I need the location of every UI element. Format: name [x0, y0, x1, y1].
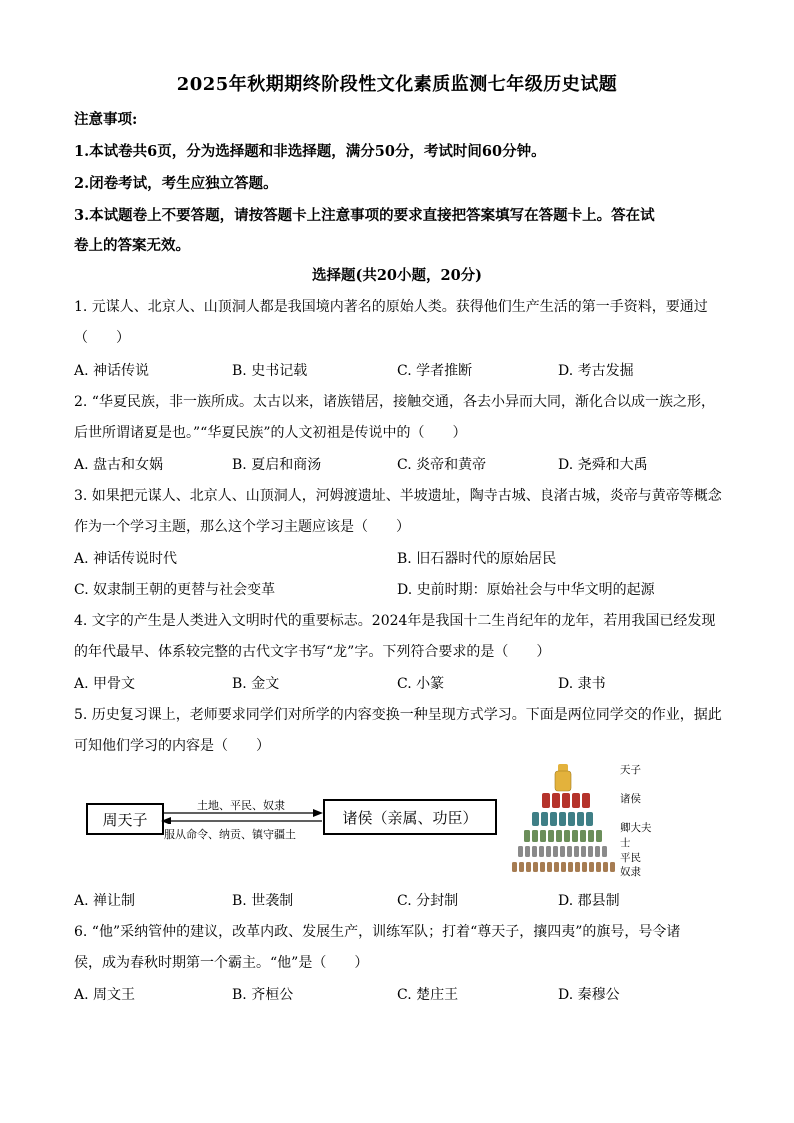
qingdafu-figures: [532, 812, 593, 826]
notice-item-3: 3.本试题卷上不要答题，请按答题卡上注意事项的要求直接把答案填写在答题卡上。答在试: [74, 207, 655, 224]
question-5-line-2: 可知他们学习的内容是（ ）: [74, 738, 270, 754]
pingmin-figures: [518, 846, 607, 857]
question-5-option-a: A. 禅让制: [74, 893, 136, 909]
question-3-option-b: B. 旧石器时代的原始居民: [397, 551, 557, 567]
pyramid-label-shi: 士: [620, 837, 631, 849]
question-2-line-2: 后世所谓诸夏是也。”“华夏民族”的人文初祖是传说中的（ ）: [74, 425, 467, 441]
question-2-line-1: 2. “华夏民族，非一族所成。太古以来，诸族错居，接触交通，各去小异而大同，渐化合以成一族之形，: [74, 394, 715, 410]
question-5-option-d: D. 郡县制: [558, 893, 620, 909]
question-4-option-a: A. 甲骨文: [74, 676, 136, 692]
zhuhou-figures: [542, 793, 590, 808]
question-2-option-a: A. 盘古和女娲: [74, 457, 164, 473]
question-5-option-b: B. 世袭制: [232, 893, 294, 909]
question-2-option-b: B. 夏启和商汤: [232, 457, 322, 473]
shi-figures: [524, 830, 602, 842]
question-4-line-2: 的年代最早、体系较完整的古代文字书写“龙”字。下列符合要求的是（ ）: [74, 644, 551, 660]
question-3-line-1: 3. 如果把元谋人、北京人、山顶洞人，河姆渡遗址、半坡遗址，陶寺古城、良渚古城，炎帝与黄帝等概念: [74, 488, 722, 504]
question-1-option-c: C. 学者推断: [397, 363, 473, 379]
question-4-option-b: B. 金文: [232, 676, 280, 692]
diagram-top-arrow-label: 土地、平民、奴隶: [197, 799, 285, 812]
notice-heading: 注意事项:: [74, 111, 138, 128]
question-1-option-b: B. 史书记载: [232, 363, 308, 379]
question-3-option-d: D. 史前时期：原始社会与中华文明的起源: [397, 582, 655, 598]
question-6-option-b: B. 齐桓公: [232, 987, 294, 1003]
diagram-box-zhou-tianzi: 周天子: [86, 803, 164, 835]
question-6-option-c: C. 楚庄王: [397, 987, 459, 1003]
question-1-option-d: D. 考古发掘: [558, 363, 634, 379]
diagram-arrows: [160, 808, 324, 824]
question-4-option-d: D. 隶书: [558, 676, 606, 692]
pyramid-label-pingmin: 平民: [620, 852, 641, 864]
pyramid-label-tianzi: 天子: [620, 764, 641, 776]
question-4-line-1: 4. 文字的产生是人类进入文明时代的重要标志。2024年是我国十二生肖纪年的龙年，若用我国已经发现: [74, 613, 716, 629]
exam-title: 2025年秋期期终阶段性文化素质监测七年级历史试题: [176, 74, 618, 95]
question-2-option-d: D. 尧舜和大禹: [558, 457, 648, 473]
question-1-line-1: 1. 元谋人、北京人、山顶洞人都是我国境内著名的原始人类。获得他们生产生活的第一手资料，要通过: [74, 299, 708, 315]
notice-item-1: 1.本试卷共6页，分为选择题和非选择题，满分50分，考试时间60分钟。: [74, 143, 546, 160]
question-5-line-1: 5. 历史复习课上，老师要求同学们对所学的内容变换一种呈现方式学习。下面是两位同学交的作业，据此: [74, 707, 722, 723]
question-4-option-c: C. 小篆: [397, 676, 445, 692]
nuli-figures: [512, 862, 615, 872]
diagram-bottom-arrow-label: 服从命令、纳贡、镇守疆土: [164, 828, 296, 841]
notice-item-3-cont: 卷上的答案无效。: [74, 237, 190, 254]
question-6-line-2: 侯，成为春秋时期第一个霸主。“他”是（ ）: [74, 955, 369, 971]
question-3-option-c: C. 奴隶制王朝的更替与社会变革: [74, 582, 276, 598]
pyramid-label-nuli: 奴隶: [620, 866, 641, 878]
question-1-option-a: A. 神话传说: [74, 363, 150, 379]
tianzi-figure: [555, 764, 571, 791]
question-3-option-a: A. 神话传说时代: [74, 551, 178, 567]
question-6-option-d: D. 秦穆公: [558, 987, 620, 1003]
question-6-line-1: 6. “他”采纳管仲的建议，改革内政、发展生产，训练军队；打着“尊天子，攘四夷”的旗号，号令诸: [74, 924, 681, 940]
right-arrow-head: [313, 809, 323, 817]
question-3-line-2: 作为一个学习主题，那么这个学习主题应该是（ ）: [74, 519, 410, 535]
notice-item-2: 2.闭卷考试，考生应独立答题。: [74, 175, 278, 192]
question-2-option-c: C. 炎帝和黄帝: [397, 457, 487, 473]
pyramid-label-qingdafu: 卿大夫: [620, 822, 652, 834]
social-pyramid-illustration: [508, 760, 618, 880]
diagram-box-zhuhou: 诸侯（亲属、功臣）: [323, 799, 497, 835]
question-5-option-c: C. 分封制: [397, 893, 459, 909]
left-arrow-head: [161, 817, 171, 824]
section-title: 选择题(共20小题，20分): [311, 267, 483, 284]
question-6-option-a: A. 周文王: [74, 987, 136, 1003]
pyramid-label-zhuhou: 诸侯: [620, 793, 641, 805]
question-1-line-2: （ ）: [74, 330, 130, 346]
